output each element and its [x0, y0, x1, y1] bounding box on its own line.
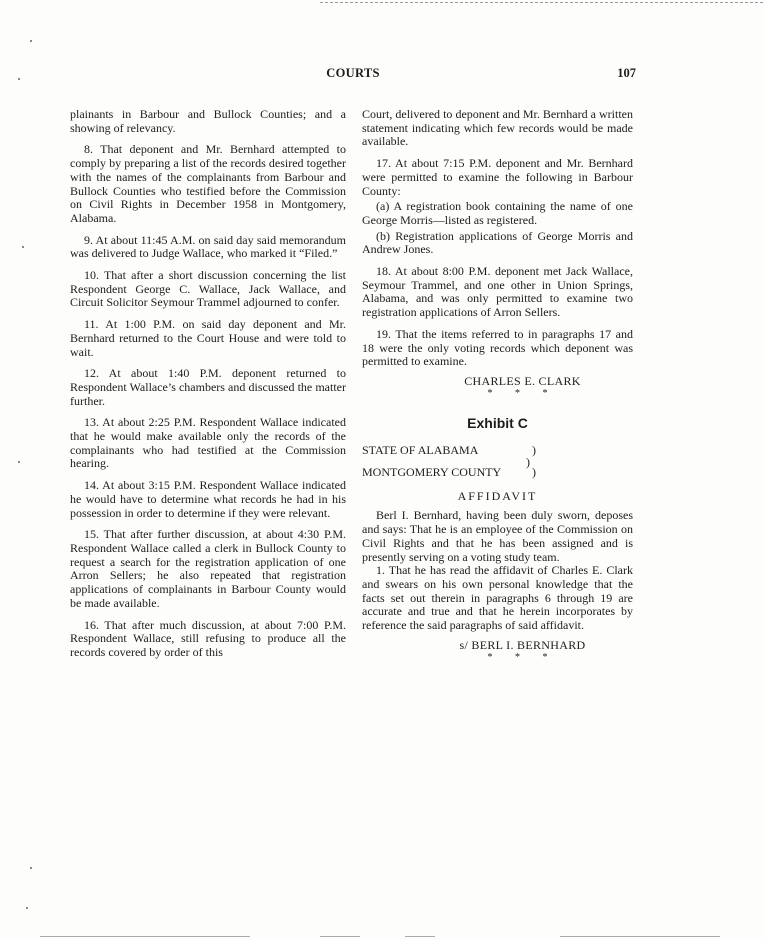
- paragraph-17-item-b: (b) Registration applications of George Morris and Andrew Jones.: [362, 228, 633, 257]
- paragraph-18: 18. At about 8:00 P.M. deponent met Jack Wallace, Seymour Trammel, and one other in Union Springs, Alabama, and was only permitted to examine two registration applications of Arron Sellers.: [362, 264, 633, 320]
- venue-bracket-top: ): [532, 443, 536, 458]
- left-column: [70, 108, 346, 668]
- venue-state: STATE OF ALABAMA: [362, 443, 479, 458]
- scan-speck: [22, 246, 24, 248]
- scan-speck: [18, 78, 20, 80]
- affidavit-intro: Berl I. Bernhard, having been duly sworn, deposes and says: That he is an employee of the Commission on Civil Rights and that he has been assigned and is presently serving on a voting study team.: [362, 508, 633, 564]
- signature-charles-clark: CHARLES E. CLARK: [464, 373, 581, 388]
- affidavit-paragraph-1: 1. That he has read the affidavit of Charles E. Clark and swears on his own personal knowledge that the facts set out therein in paragraphs 6 through 19 are accurate and true and that he herein incorporates by reference the said paragraphs of said affidavit.: [362, 563, 633, 633]
- paragraph-17: 17. At about 7:15 P.M. deponent and Mr. Bernhard were permitted to examine the following in Barbour County:: [362, 156, 633, 198]
- signature-berl-bernhard: s/ BERL I. BERNHARD: [459, 637, 586, 652]
- venue-county: MONTGOMERY COUNTY: [362, 465, 502, 480]
- bottom-scan-rule: [560, 936, 720, 937]
- scan-speck: [26, 907, 28, 909]
- section-break-stars: * * *: [487, 387, 558, 399]
- bottom-scan-rule: [320, 936, 360, 937]
- top-scan-rule: [320, 2, 763, 3]
- section-break-stars-2: * * *: [487, 651, 558, 663]
- paragraph-continued-right: Court, delivered to deponent and Mr. Bernhard a written statement indicating which few records would be made available.: [362, 107, 633, 149]
- paragraph-14: 14. At about 3:15 P.M. Respondent Wallace indicated he would have to determine what records he had in his possession in order to determine if they were relevant.: [70, 478, 346, 520]
- scan-speck: [18, 461, 20, 463]
- page-header: [70, 66, 636, 84]
- venue-county-line: [362, 466, 542, 480]
- page-number: 107: [617, 66, 636, 80]
- paragraph-8: 8. That deponent and Mr. Bernhard attempted to comply by preparing a list of the records desired together with the names of the complainants from Barbour and Bullock Counties who testified before the Commission on Civil Rights in December 1958 in Montgomery, Alabama.: [70, 142, 346, 225]
- venue-bracket-bottom: ): [532, 465, 536, 480]
- venue-state-line: [362, 444, 542, 458]
- scan-speck: [30, 867, 32, 869]
- paragraph-17-item-a: (a) A registration book containing the name of one George Morris—listed as registered.: [362, 199, 633, 227]
- paragraph-13: 13. At about 2:25 P.M. Respondent Wallace indicated that he would make available only the records of the complainants who had testified at the Commission hearing.: [70, 415, 346, 471]
- venue-bracket-middle: ): [526, 455, 530, 470]
- paragraph-19: 19. That the items referred to in paragraphs 17 and 18 were the only voting records which deponent was permitted to examine.: [362, 326, 633, 369]
- bottom-scan-rule: [405, 936, 435, 937]
- paragraph-10: 10. That after a short discussion concerning the list Respondent George C. Wallace, Jack Wallace, and Circuit Solicitor Seymour Trammel adjourned to confer.: [70, 268, 346, 310]
- exhibit-title: Exhibit C: [467, 414, 528, 431]
- paragraph-9: 9. At about 11:45 A.M. on said day said memorandum was delivered to Judge Wallace, who marked it “Filed.”: [70, 232, 346, 261]
- paragraph-12: 12. At about 1:40 P.M. deponent returned to Respondent Wallace’s chambers and discussed the matter further.: [70, 366, 346, 408]
- paragraph-continued: plainants in Barbour and Bullock Counties; and a showing of relevancy.: [70, 107, 346, 135]
- right-column: [362, 108, 633, 677]
- running-head: COURTS: [326, 66, 380, 80]
- paragraph-11: 11. At 1:00 P.M. on said day deponent and Mr. Bernhard returned to the Court House and were told to wait.: [70, 317, 346, 359]
- affidavit-heading: AFFIDAVIT: [457, 488, 538, 503]
- bottom-scan-rule: [40, 936, 250, 937]
- paragraph-16: 16. That after much discussion, at about 7:00 P.M. Respondent Wallace, still refusing to produce all the records covered by order of this: [70, 617, 346, 659]
- scan-speck: [30, 40, 32, 42]
- paragraph-15: 15. That after further discussion, at about 4:30 P.M. Respondent Wallace called a clerk in Bullock County to request a search for the registration application of one Arron Sellers; he also repeated that registration applications of complainants in Barbour County would be made available.: [70, 527, 346, 610]
